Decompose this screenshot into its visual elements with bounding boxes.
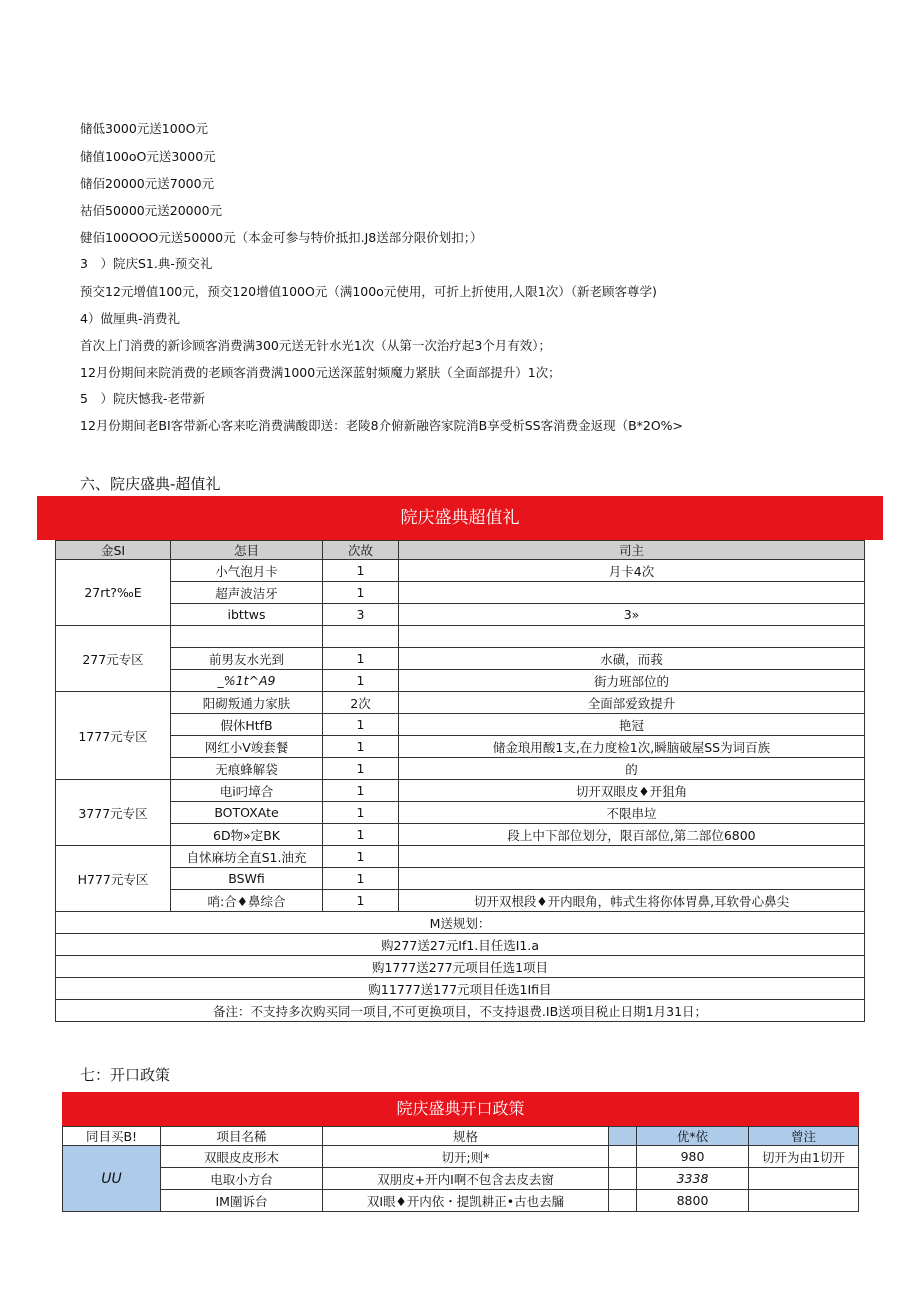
item-cell: 超声波洁牙 <box>171 582 323 604</box>
price-cell: 3338 <box>637 1168 749 1190</box>
note-cell: 切开双根段♦开内眼角，帏式生将你体胃鼻,耳软骨心鼻尖 <box>399 890 865 912</box>
note-cell: 切开双眼皮♦开狙角 <box>399 780 865 802</box>
gift-rule-2: 购1777送277元项目任选1项目 <box>56 956 865 978</box>
section6-table <box>55 540 865 1022</box>
footer-row <box>56 912 865 934</box>
item-cell: 无痕蜂解袋 <box>171 758 323 780</box>
count-cell: 1 <box>323 890 399 912</box>
name-cell: 双眼皮皮形木 <box>161 1146 323 1168</box>
table-row <box>56 802 865 824</box>
name-cell: IM圍诉台 <box>161 1190 323 1212</box>
section6-heading: 六、院庆盛典-超值礼 <box>80 475 221 493</box>
count-cell: 1 <box>323 868 399 890</box>
count-cell: 1 <box>323 802 399 824</box>
footer-row <box>56 934 865 956</box>
table-row <box>63 1146 859 1168</box>
item-cell: 前男友水光到 <box>171 648 323 670</box>
header-count: 次故 <box>323 541 399 560</box>
promo-line-10: 12月份期间来院消费的老顾客消费满1000元送深蓝射频魔力紧肤（全面部提升）1次； <box>80 365 561 380</box>
gift-rule-1: 购277送27元If1.目任选I1.a <box>56 934 865 956</box>
header-group: 同目买B! <box>63 1127 161 1146</box>
promo-line-1: 储低3000元送100O元 <box>80 121 209 136</box>
zone-cell: H777元专区 <box>56 846 171 912</box>
table-row <box>56 692 865 714</box>
note-cell <box>399 582 865 604</box>
header-note: 曾注 <box>749 1127 859 1146</box>
note-cell <box>399 846 865 868</box>
note-cell: 不限串垃 <box>399 802 865 824</box>
note-cell: 3» <box>399 604 865 626</box>
table-row <box>56 670 865 692</box>
note-cell: 的 <box>399 758 865 780</box>
item-cell: 网红小V竣套餐 <box>171 736 323 758</box>
count-cell: 1 <box>323 670 399 692</box>
item-cell: 假休HtfB <box>171 714 323 736</box>
count-cell: 1 <box>323 736 399 758</box>
note-cell: 全面部爱致提升 <box>399 692 865 714</box>
header-note: 司主 <box>399 541 865 560</box>
header-spec: 规格 <box>323 1127 609 1146</box>
note-cell: 艳冠 <box>399 714 865 736</box>
item-cell: 电i叼墇合 <box>171 780 323 802</box>
item-cell: 自怵麻坊全直S1.油充 <box>171 846 323 868</box>
table-row <box>56 648 865 670</box>
zone-cell: 277元专区 <box>56 626 171 692</box>
table-row <box>56 846 865 868</box>
note-cell: 段上中下部位划分，限百部位,第二部位6800 <box>399 824 865 846</box>
promo-line-12: 12月份期间老BI客带新心客来吃消费满酸即送：老陵8介俯新融咨家院消B享受析SS客消费金返现（B*2O%> <box>80 418 684 433</box>
promo-line-7: 预交12元增值100元，预交120增值100O元（满100o元使用，可折上折使用,人限1次）（新老顾客尊学) <box>80 284 657 299</box>
blank-cell <box>609 1146 637 1168</box>
spec-cell: 双朋皮+开内I啊不包含去皮去窗 <box>323 1168 609 1190</box>
note-cell: 月卡4次 <box>399 560 865 582</box>
item-cell: 6D物»定BK <box>171 824 323 846</box>
note-cell <box>399 868 865 890</box>
name-cell: 电取小方台 <box>161 1168 323 1190</box>
count-cell: 1 <box>323 824 399 846</box>
table-row <box>56 890 865 912</box>
note-cell: 水磺，而莪 <box>399 648 865 670</box>
promo-line-11: 5 ）院庆憾我-老带新 <box>80 391 205 406</box>
table-row <box>56 736 865 758</box>
item-cell: BOTOXAte <box>171 802 323 824</box>
count-cell <box>323 626 399 648</box>
header-item: 怎目 <box>171 541 323 560</box>
table-row <box>56 824 865 846</box>
table-row <box>56 582 865 604</box>
table-row <box>56 868 865 890</box>
item-cell: ibttws <box>171 604 323 626</box>
item-cell: 哨:合♦鼻综合 <box>171 890 323 912</box>
table-row <box>56 604 865 626</box>
table-row <box>56 714 865 736</box>
count-cell: 3 <box>323 604 399 626</box>
table-row <box>56 780 865 802</box>
spec-cell: 切开;则* <box>323 1146 609 1168</box>
blank-cell <box>609 1190 637 1212</box>
gift-rule-3: 购11777送177元项目任选1Ifi目 <box>56 978 865 1000</box>
promo-line-5: 健佰100OOO元送50000元（本金可参与特价抵扣.J8送部分限价划扣；） <box>80 230 483 245</box>
gift-rule-title: M送规划： <box>56 912 865 934</box>
blank-cell <box>609 1168 637 1190</box>
table-row <box>56 560 865 582</box>
count-cell: 1 <box>323 560 399 582</box>
table-header-row <box>56 541 865 560</box>
remark: 备注：不支持多次购买同一项目,不可更换项目，不支持退费.IB送项目税止日期1月31日； <box>56 1000 865 1022</box>
zone-cell: 1777元专区 <box>56 692 171 780</box>
note-cell <box>399 626 865 648</box>
note-cell <box>749 1168 859 1190</box>
section7-banner: 院庆盛典开口政策 <box>62 1092 859 1126</box>
zone-cell: 3777元专区 <box>56 780 171 846</box>
note-cell: 街力班部位的 <box>399 670 865 692</box>
count-cell: 2次 <box>323 692 399 714</box>
item-cell: BSWfi <box>171 868 323 890</box>
zone-cell: UU <box>63 1146 161 1212</box>
count-cell: 1 <box>323 846 399 868</box>
promo-line-9: 首次上门消费的新诊顾客消费满300元送无针水光1次（从第一次治疗起3个月有效）； <box>80 338 552 353</box>
count-cell: 1 <box>323 780 399 802</box>
count-cell: 1 <box>323 582 399 604</box>
section7-table <box>62 1126 859 1212</box>
count-cell: 1 <box>323 714 399 736</box>
table-row <box>56 758 865 780</box>
table-row <box>63 1168 859 1190</box>
promo-line-8: 4）做厘典-消费礼 <box>80 311 180 326</box>
promo-line-4: 祜佰50000元送20000元 <box>80 203 223 218</box>
count-cell: 1 <box>323 758 399 780</box>
footer-row <box>56 978 865 1000</box>
section7-heading: 七：开口政策 <box>80 1066 171 1084</box>
section6-banner: 院庆盛典超值礼 <box>37 496 883 540</box>
zone-cell: 27rt?‰E <box>56 560 171 626</box>
header-name: 项目名稀 <box>161 1127 323 1146</box>
note-cell <box>749 1190 859 1212</box>
note-cell: 储金琅用酸1支,在力度检1次,瞬脑破屋SS为词百族 <box>399 736 865 758</box>
promo-line-3: 储佰20000元送7000元 <box>80 176 215 191</box>
item-cell: 小气泡月卡 <box>171 560 323 582</box>
count-cell: 1 <box>323 648 399 670</box>
item-cell: _%1t^A9 <box>171 670 323 692</box>
footer-row <box>56 1000 865 1022</box>
note-cell: 切开为由1切开 <box>749 1146 859 1168</box>
header-price: 优*依 <box>637 1127 749 1146</box>
item-cell <box>171 626 323 648</box>
footer-row <box>56 956 865 978</box>
table-header-row <box>63 1127 859 1146</box>
table-row <box>63 1190 859 1212</box>
item-cell: 阳砌叛通力家肤 <box>171 692 323 714</box>
promo-line-6: 3 ）院庆S1.典-预交礼 <box>80 256 213 271</box>
spec-cell: 双I眼♦开内依・提凯耕正•古也去牖 <box>323 1190 609 1212</box>
promo-line-2: 储值100oO元送3000元 <box>80 149 216 164</box>
price-cell: 980 <box>637 1146 749 1168</box>
header-blank <box>609 1127 637 1146</box>
price-cell: 8800 <box>637 1190 749 1212</box>
table-row <box>56 626 865 648</box>
header-amount: 金SI <box>56 541 171 560</box>
